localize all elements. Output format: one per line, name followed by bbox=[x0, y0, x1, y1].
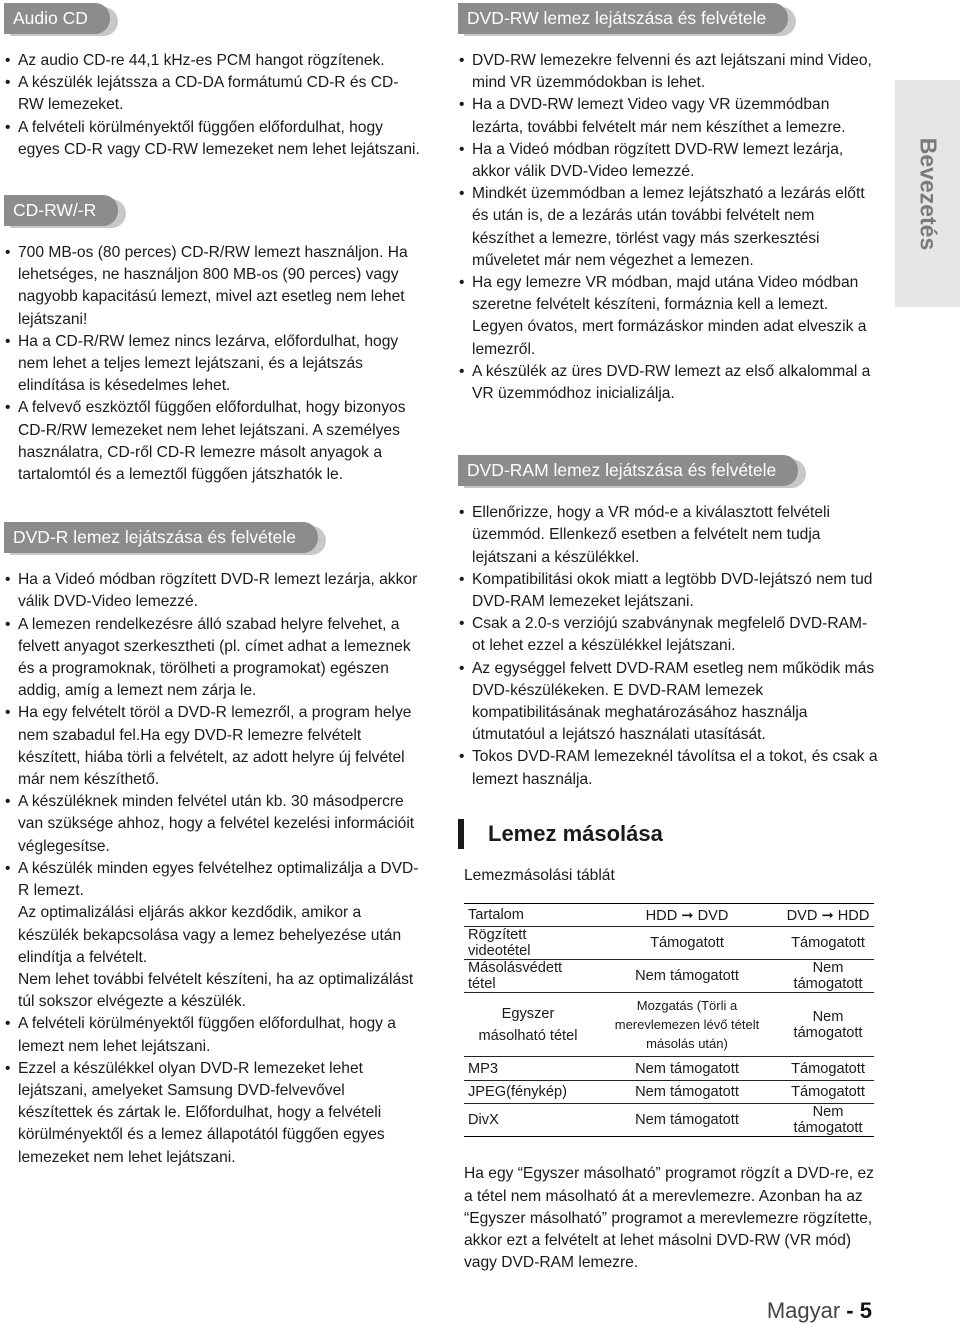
list-item: • A felvevő eszköztől függően előfordulhat, hogy bizonyos CD-R/RW lemezeket nem lehet lejátszani. A személyes használatra, CD-ről CD-R lemezre másolt anyagok a tartalomtól és a lemeztől függően játszhatók le. bbox=[4, 397, 422, 486]
page-number: 5 bbox=[859, 1298, 872, 1323]
table-row bbox=[464, 993, 874, 1057]
copy-table-caption: Lemezmásolási táblát bbox=[464, 866, 615, 884]
audio-cd-header: Audio CD bbox=[4, 3, 110, 34]
dvdr-list-2 bbox=[4, 1013, 422, 1168]
cdrw-list bbox=[4, 242, 422, 486]
table-cell: Másolásvédett tétel bbox=[464, 960, 592, 993]
dvdram-header: DVD-RAM lemez lejátszása és felvétele bbox=[458, 455, 798, 486]
side-tab-label: Bevezetés bbox=[915, 137, 941, 250]
table-cell: JPEG(fénykép) bbox=[464, 1080, 592, 1104]
table-cell: Nem támogatott bbox=[592, 1104, 782, 1137]
list-item: • Kompatibilitási okok miatt a legtöbb DVD-lejátszó nem tud DVD-RAM lemezeket lejátszani. bbox=[458, 569, 878, 613]
page-title: Lemez másolása bbox=[488, 820, 663, 846]
cdrw-header: CD-RW/-R bbox=[4, 195, 118, 226]
list-item: • Ha a Videó módban rögzített DVD-R lemezt lezárja, akkor válik DVD-Video lemezzé. bbox=[4, 569, 422, 613]
table-cell: DivX bbox=[464, 1104, 592, 1137]
list-item: • Ha egy lemezre VR módban, majd utána Video módban szeretne felvételt készíteni, formáznia kell a lemezt. Legyen óvatos, mert formázáskor minden adat elveszik a lemezről. bbox=[458, 272, 878, 361]
footer-language: Magyar bbox=[766, 1298, 841, 1323]
list-item: • DVD-RW lemezekre felvenni és azt lejátszani mind Video, mind VR üzemmódokban is lehet. bbox=[458, 50, 878, 94]
title-marker bbox=[458, 819, 464, 849]
list-item: • Ha a Videó módban rögzített DVD-RW lemezt lezárja, akkor válik DVD-Video lemezzé. bbox=[458, 139, 878, 183]
table-row bbox=[464, 1057, 874, 1081]
dvdram-list bbox=[458, 502, 878, 791]
table-cell: Támogatott bbox=[782, 1057, 874, 1081]
right-column bbox=[458, 0, 878, 1274]
table-header-row bbox=[464, 903, 874, 927]
table-cell: Támogatott bbox=[782, 927, 874, 960]
list-item: • A felvételi körülményektől függően előfordulhat, hogy egyes CD-R vagy CD-RW lemezeket nem lehet lejátszani. bbox=[4, 117, 422, 161]
table-cell: Támogatott bbox=[782, 1080, 874, 1104]
list-item: • A készülék lejátssza a CD-DA formátumú CD-R és CD-RW lemezeket. bbox=[4, 72, 422, 116]
dvdr-para-optimize: Az optimalizálási eljárás akkor kezdődik, amikor a készülék bekapcsolása vagy a lemez behelyezése után elindítja a felvételt. bbox=[18, 904, 402, 966]
left-column bbox=[4, 0, 422, 1169]
list-item: • Ellenőrizze, hogy a VR mód-e a kiválasztott felvételi üzemmód. Ellenkező esetben a felvételt nem tudja lejátszani a készülékkel. bbox=[458, 502, 878, 569]
copy-table bbox=[464, 903, 874, 1138]
table-header: Tartalom bbox=[464, 903, 592, 927]
list-item: • Az egységgel felvett DVD-RAM esetleg nem működik más DVD-készülékeken. E DVD-RAM lemezek kompatibilitásának meghatározásához használja útmutatóul a lejátszó használati utasítását. bbox=[458, 658, 878, 747]
list-item: • A készülék minden egyes felvételhez optimalizálja a DVD-R lemezt. bbox=[4, 858, 422, 902]
table-cell: Nem támogatott bbox=[592, 960, 782, 993]
table-header: DVD ➞ HDD bbox=[782, 903, 874, 927]
table-cell: Támogatott bbox=[592, 927, 782, 960]
audio-cd-list bbox=[4, 50, 422, 161]
dvdr-list bbox=[4, 569, 422, 902]
list-item: • A lemezen rendelkezésre álló szabad helyre felvehet, a felvett anyagot szerkesztheti (pl. címet adhat a lemeznek és a programoknak, törölheti a programokat) egészen addig, amíg a lemezt nem zárja le. bbox=[4, 614, 422, 703]
list-item: • Csak a 2.0-s verziójú szabványnak megfelelő DVD-RAM-ot lehet ezzel a készülékkel lejátszani. bbox=[458, 613, 878, 657]
dvdr-header: DVD-R lemez lejátszása és felvétele bbox=[4, 522, 318, 553]
table-cell: Nem támogatott bbox=[782, 960, 874, 993]
list-item: • A készüléknek minden felvétel után kb. 30 másodpercre van szüksége ahhoz, hogy a felvétel kezelési információit véglegesítse. bbox=[4, 791, 422, 858]
dvdr-para-limit: Nem lehet további felvételt készíteni, ha az optimalizálást túl sokszor elvégezte a készülék. bbox=[18, 970, 414, 1011]
dvdrw-header: DVD-RW lemez lejátszása és felvétele bbox=[458, 3, 788, 34]
list-item: • A felvételi körülményektől függően előfordulhat, hogy a lemezt nem lehet lejátszani. bbox=[4, 1013, 422, 1057]
dvdrw-list bbox=[458, 50, 878, 405]
table-cell: Nem támogatott bbox=[592, 1080, 782, 1104]
footer-separator: - bbox=[840, 1298, 860, 1323]
list-item: • Ha a CD-R/RW lemez nincs lezárva, előfordulhat, hogy nem lehet a teljes lemezt lejátszani, és a lejátszás elindítása is késedelmes lehet. bbox=[4, 331, 422, 398]
list-item: • Mindkét üzemmódban a lemez lejátszható a lezárás előtt és után is, de a lezárás után további felvételt nem készíthet a lemezre, törlést vagy más szerkesztési műveletet már nem végezhet a lemezen. bbox=[458, 183, 878, 272]
list-item: • A készülék az üres DVD-RW lemezt az első alkalommal a VR üzemmódhoz inicializálja. bbox=[458, 361, 878, 405]
page-footer bbox=[767, 1298, 872, 1324]
table-cell: MP3 bbox=[464, 1057, 592, 1081]
copy-note: Ha egy “Egyszer másolható” programot rögzít a DVD-re, ez a tétel nem másolható át a merevlemezre. Azonban ha az “Egyszer másolható” programot a merevlemezre rögzítette, akkor ezt a felvételt at lehet másolni DVD-RW (VR mód) vagy DVD-RAM lemezre. bbox=[464, 1165, 874, 1272]
table-row bbox=[464, 927, 874, 960]
table-cell: Mozgatás (Törli a merevlemezen lévő tételt másolás után) bbox=[592, 993, 782, 1057]
table-row bbox=[464, 1104, 874, 1137]
table-cell: Rögzített videotétel bbox=[464, 927, 592, 960]
list-item: • Az audio CD-re 44,1 kHz-es PCM hangot rögzítenek. bbox=[4, 50, 422, 72]
list-item: • Ezzel a készülékkel olyan DVD-R lemezeket lehet lejátszani, amelyeket Samsung DVD-felvevővel készítettek és zártak le. Előfordulhat, hogy a felvételi körülményektől és a lemez állapotától függően egyes lemezeket nem lehet lejátszani. bbox=[4, 1058, 422, 1169]
copy-section-title bbox=[458, 819, 878, 849]
list-item: • Ha egy felvételt töröl a DVD-R lemezről, a program helye nem szabadul fel.Ha egy DVD-R lemezre felvételt készített, hiába törli a felvételt, az adott helyre új felvétel már nem készíthető. bbox=[4, 702, 422, 791]
table-header: HDD ➞ DVD bbox=[592, 903, 782, 927]
list-item: • Ha a DVD-RW lemezt Video vagy VR üzemmódban lezárta, további felvételt már nem készíthet a lemezre. bbox=[458, 94, 878, 138]
table-cell: Nem támogatott bbox=[782, 1104, 874, 1137]
list-item: • Tokos DVD-RAM lemezeknél távolítsa el a tokot, és csak a lemezt használja. bbox=[458, 746, 878, 790]
section-side-tab bbox=[895, 80, 960, 307]
table-row bbox=[464, 960, 874, 993]
table-cell: Egyszer másolható tétel bbox=[464, 993, 592, 1057]
table-row bbox=[464, 1080, 874, 1104]
table-cell: Nem támogatott bbox=[782, 993, 874, 1057]
list-item: • 700 MB-os (80 perces) CD-R/RW lemezt használjon. Ha lehetséges, ne használjon 800 MB-os (90 perces) vagy nagyobb kapacitású lemezt, mivel azt esetleg nem lehet lejátszani! bbox=[4, 242, 422, 331]
table-cell: Nem támogatott bbox=[592, 1057, 782, 1081]
